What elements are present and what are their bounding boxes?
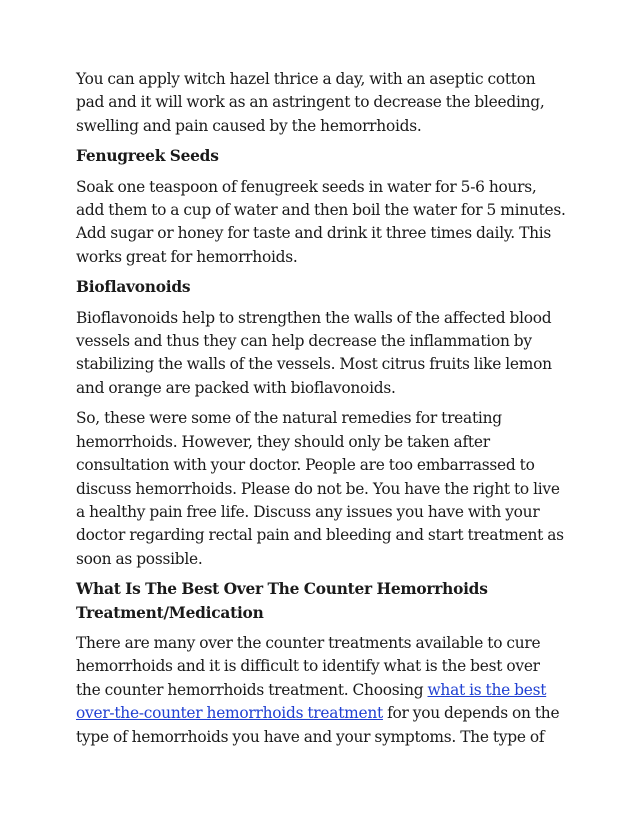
document-page (76, 68, 566, 756)
bioflavonoids-paragraph: Bioflavonoids help to strengthen the walls of the affected blood vessels and thus they can help decrease the inflammation by stabilizing the walls of the vessels. Most citrus fruits like lemon and orange are packed with bioflavonoids. (76, 308, 552, 397)
fenugreek-heading: Fenugreek Seeds (76, 147, 219, 166)
fenugreek-paragraph: Soak one teaspoon of fenugreek seeds in water for 5-6 hours, add them to a cup of water and then boil the water for 5 minutes. Add sugar or honey for taste and drink it three times daily. This works great for hemorrhoids. (76, 177, 566, 266)
otc-paragraph (76, 632, 566, 749)
best-otc-treatment-link[interactable]: what is the best over-the-counter hemorrhoids treatment (76, 680, 547, 723)
conclusion-paragraph: So, these were some of the natural remedies for treating hemorrhoids. However, they should only be taken after consultation with your doctor. People are too embarrassed to discuss hemorrhoids. Please do not be. You have the right to live a healthy pain free life. Discuss any issues you have with your doctor regarding rectal pain and bleeding and start treatment as soon as possible. (76, 409, 564, 568)
otc-heading: What Is The Best Over The Counter Hemorrhoids Treatment/Medication (76, 580, 488, 622)
otc-text-before-link: There are many over the counter treatments available to cure hemorrhoids and it is difficult to identify what is the best over the counter hemorrhoids treatment. Choosing (76, 633, 541, 699)
otc-text-after-link: for you depends on the type of hemorrhoids you have and your symptoms. The type of (76, 704, 560, 746)
bioflavonoids-heading: Bioflavonoids (76, 278, 191, 297)
intro-paragraph: You can apply witch hazel thrice a day, with an aseptic cotton pad and it will work as an astringent to decrease the bleeding, swelling and pain caused by the hemorrhoids. (76, 70, 545, 135)
